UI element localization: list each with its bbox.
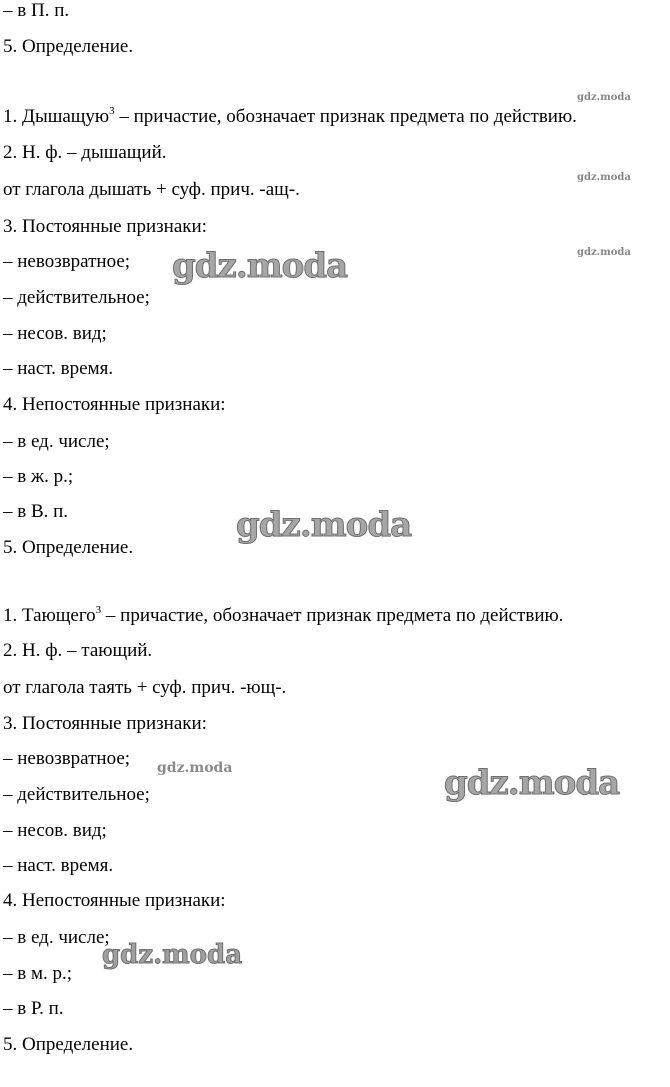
watermark: gdz.moda (577, 172, 631, 183)
text-line: 2. Н. ф. – дышащий. (3, 142, 167, 163)
word-tayushchego: 1. Тающего (3, 605, 96, 626)
text-line: – в ед. числе; (3, 431, 110, 452)
line-rest: – причастие, обозначает признак предмета по действию. (101, 605, 564, 626)
watermark: gdz.moda (172, 246, 348, 286)
text-line: – невозвратное; (3, 251, 131, 272)
watermark: gdz.moda (577, 92, 631, 103)
line-rest: – причастие, обозначает признак предмета по действию. (114, 106, 577, 127)
watermark: gdz.moda (157, 760, 233, 776)
text-line: 5. Определение. (3, 1034, 134, 1055)
text-line: – несов. вид; (3, 820, 107, 841)
text-line: 3. Постоянные признаки: (3, 216, 207, 237)
text-line: – действительное; (3, 784, 150, 805)
watermark: gdz.moda (577, 247, 631, 258)
word-dyshashchuyu: 1. Дышащую (3, 106, 110, 127)
text-line: – наст. время. (3, 855, 114, 876)
text-line: – действительное; (3, 287, 150, 308)
footnote-mark: 3 (95, 604, 102, 616)
text-line: 2. Н. ф. – тающий. (3, 640, 153, 661)
text-line: – в Р. п. (3, 998, 64, 1019)
text-line: 3. Постоянные признаки: (3, 713, 207, 734)
text-line: 4. Непостоянные признаки: (3, 394, 226, 415)
text-line: – в П. п. (3, 0, 70, 21)
text-line (3, 605, 563, 627)
text-line: 5. Определение. (3, 537, 134, 558)
text-line: от глагола таять + суф. прич. -ющ-. (3, 677, 287, 698)
watermark: gdz.moda (102, 940, 243, 970)
text-line: – в м. р.; (3, 963, 73, 984)
text-line: 4. Непостоянные признаки: (3, 890, 226, 911)
text-line: – в ед. числе; (3, 927, 110, 948)
text-line: – наст. время. (3, 358, 114, 379)
text-line: – в ж. р.; (3, 466, 74, 487)
text-line (3, 106, 577, 128)
text-line: от глагола дышать + суф. прич. -ащ-. (3, 179, 300, 200)
watermark: gdz.moda (444, 763, 620, 803)
footnote-mark: 3 (109, 105, 115, 117)
text-line: – в В. п. (3, 501, 69, 522)
text-line: – несов. вид; (3, 323, 107, 344)
text-line: – невозвратное; (3, 748, 131, 769)
text-line: 5. Определение. (3, 36, 134, 57)
watermark: gdz.moda (236, 505, 412, 545)
